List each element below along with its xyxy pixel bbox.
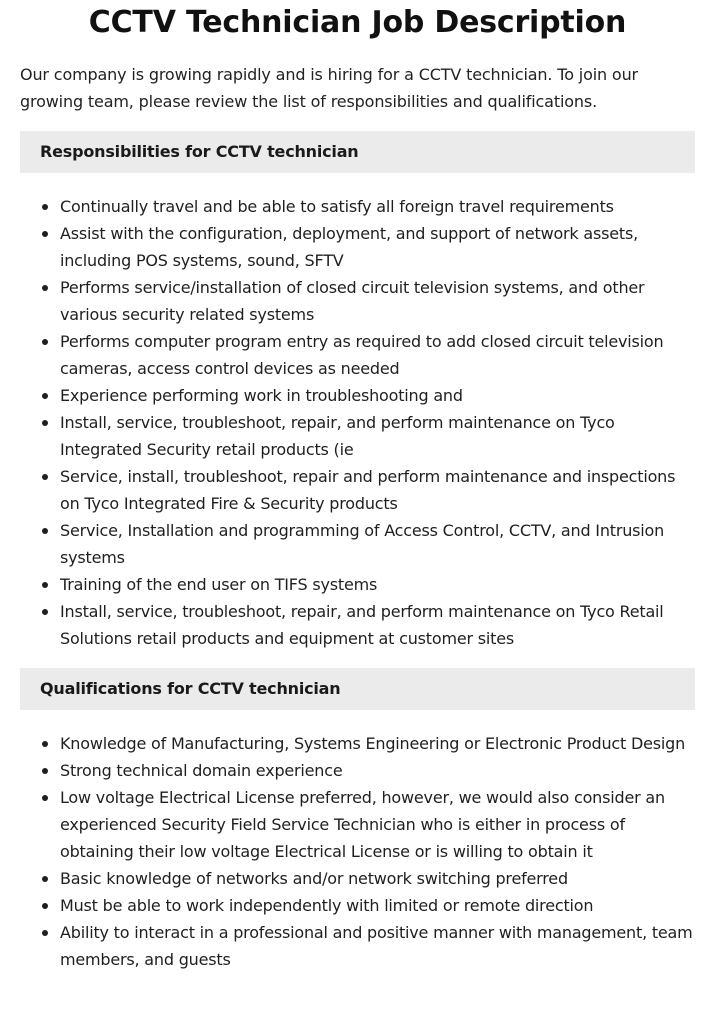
responsibilities-heading: Responsibilities for CCTV technician bbox=[20, 131, 695, 173]
list-item-text: Must be able to work independently with limited or remote direction bbox=[60, 896, 594, 915]
list-item bbox=[20, 328, 695, 382]
list-item bbox=[20, 892, 695, 919]
bullet-icon bbox=[42, 903, 48, 909]
intro-paragraph: Our company is growing rapidly and is hiring for a CCTV technician. To join our growing team, please review the list of responsibilities and qualifications. bbox=[20, 65, 638, 111]
list-item-text: Continually travel and be able to satisfy all foreign travel requirements bbox=[60, 197, 614, 216]
list-item bbox=[20, 274, 695, 328]
bullet-icon bbox=[42, 582, 48, 588]
list-item bbox=[20, 382, 695, 409]
bullet-icon bbox=[42, 393, 48, 399]
list-item bbox=[20, 919, 695, 973]
list-item-text: Install, service, troubleshoot, repair, and perform maintenance on Tyco Integrated Security retail products (ie bbox=[60, 413, 615, 459]
list-item-text: Service, Installation and programming of Access Control, CCTV, and Intrusion systems bbox=[60, 521, 665, 567]
bullet-icon bbox=[42, 768, 48, 774]
bullet-icon bbox=[42, 339, 48, 345]
list-item-text: Knowledge of Manufacturing, Systems Engineering or Electronic Product Design bbox=[60, 734, 686, 753]
bullet-icon bbox=[42, 795, 48, 801]
bullet-icon bbox=[42, 741, 48, 747]
bullet-icon bbox=[42, 285, 48, 291]
responsibilities-list bbox=[20, 193, 695, 652]
bullet-icon bbox=[42, 474, 48, 480]
bullet-icon bbox=[42, 930, 48, 936]
bullet-icon bbox=[42, 876, 48, 882]
qualifications-heading: Qualifications for CCTV technician bbox=[20, 668, 695, 710]
list-item bbox=[20, 757, 695, 784]
list-item bbox=[20, 220, 695, 274]
list-item-text: Strong technical domain experience bbox=[60, 761, 343, 780]
list-item-text: Experience performing work in troubleshooting and bbox=[60, 386, 463, 405]
bullet-icon bbox=[42, 420, 48, 426]
list-item bbox=[20, 598, 695, 652]
qualifications-list bbox=[20, 730, 695, 973]
list-item-text: Basic knowledge of networks and/or network switching preferred bbox=[60, 869, 568, 888]
list-item-text: Training of the end user on TIFS systems bbox=[60, 575, 378, 594]
bullet-icon bbox=[42, 609, 48, 615]
list-item bbox=[20, 409, 695, 463]
list-item bbox=[20, 865, 695, 892]
list-item-text: Performs service/installation of closed circuit television systems, and other various security related systems bbox=[60, 278, 645, 324]
list-item-text: Install, service, troubleshoot, repair, and perform maintenance on Tyco Retail Solutions retail products and equipment at customer sites bbox=[60, 602, 664, 648]
list-item-text: Service, install, troubleshoot, repair and perform maintenance and inspections on Tyco Integrated Fire & Security products bbox=[60, 467, 676, 513]
bullet-icon bbox=[42, 231, 48, 237]
list-item-text: Ability to interact in a professional and positive manner with management, team members, and guests bbox=[60, 923, 693, 969]
bullet-icon bbox=[42, 528, 48, 534]
bullet-icon bbox=[42, 204, 48, 210]
list-item bbox=[20, 784, 695, 865]
list-item bbox=[20, 730, 695, 757]
list-item-text: Low voltage Electrical License preferred, however, we would also consider an experienced Security Field Service Technician who is either in process of obtaining their low voltage Electrical License or is willing to obtain it bbox=[60, 788, 665, 861]
list-item bbox=[20, 193, 695, 220]
list-item bbox=[20, 517, 695, 571]
page-title: CCTV Technician Job Description bbox=[88, 5, 627, 40]
list-item bbox=[20, 463, 695, 517]
list-item-text: Performs computer program entry as required to add closed circuit television cameras, access control devices as needed bbox=[60, 332, 664, 378]
list-item-text: Assist with the configuration, deployment, and support of network assets, including POS systems, sound, SFTV bbox=[60, 224, 639, 270]
list-item bbox=[20, 571, 695, 598]
